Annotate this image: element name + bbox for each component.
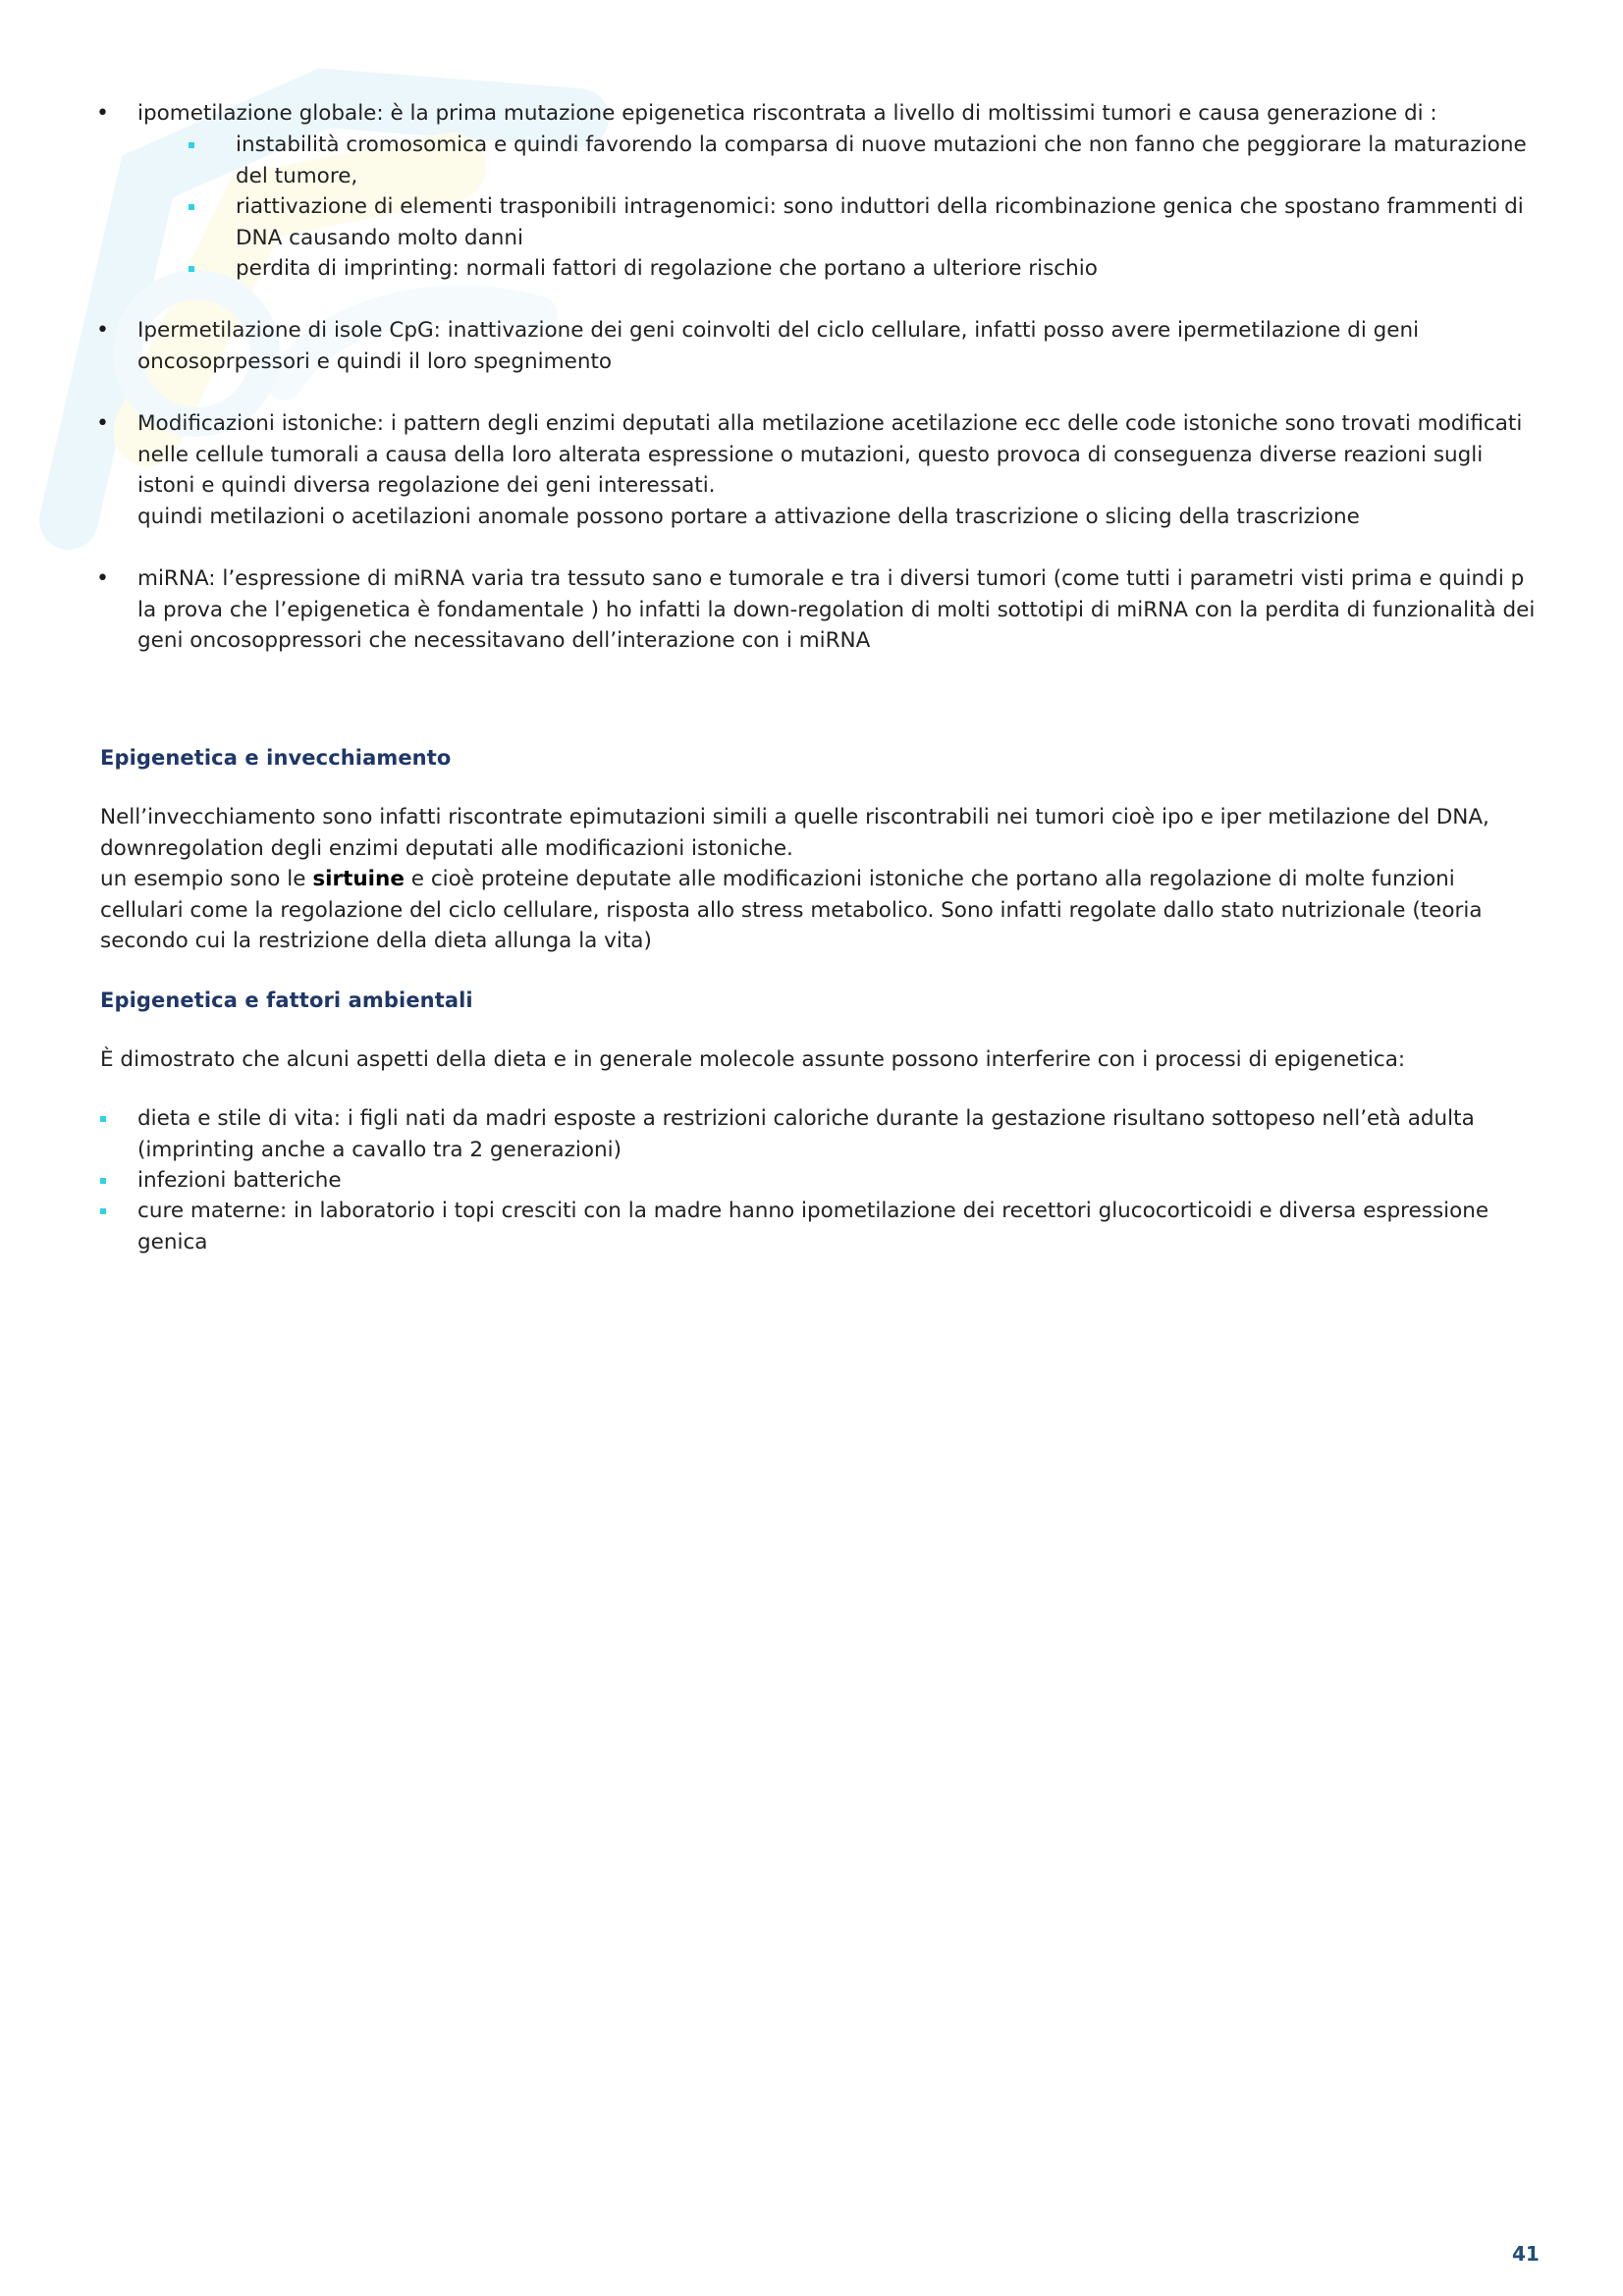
sub-item-text: instabilità cromosomica e quindi favorendo la comparsa di nuove mutazioni che non fanno che peggiorare la maturazione del tumore, [236, 133, 1527, 188]
section-heading: Epigenetica e fattori ambientali [100, 988, 473, 1012]
square-bullet-icon [189, 266, 194, 272]
bullet-text: ipometilazione globale: è la prima mutazione epigenetica riscontrata a livello di moltissimi tumori e causa generazione di : [137, 101, 1437, 126]
square-bullet-icon [189, 142, 194, 148]
square-bullet-icon [100, 1178, 106, 1184]
sub-item-text: perdita di imprinting: normali fattori di regolazione che portano a ulteriore rischio [236, 256, 1098, 281]
bullet-dot-icon [96, 98, 109, 130]
section-heading: Epigenetica e invecchiamento [100, 746, 452, 770]
paragraph: È dimostrato che alcuni aspetti della dieta e in generale molecole assunte possono interferire con i processi di epigenetica: [100, 1047, 1406, 1072]
bullet-dot-icon [96, 563, 109, 595]
list-item-text: dieta e stile di vita: i figli nati da madri esposte a restrizioni caloriche durante la gestazione risultano sottopeso nell’età adulta (imprinting anche a cavallo tra 2 generazioni) [137, 1106, 1475, 1162]
square-bullet-icon [100, 1116, 106, 1122]
bullet-text: Ipermetilazione di isole CpG: inattivazione dei geni coinvolti del ciclo cellulare, infatti posso avere ipermetilazione di geni oncosoprpessori e quindi il loro spegnimento [137, 318, 1420, 374]
sub-item-text: riattivazione di elementi trasponibili intragenomici: sono induttori della ricombinazione genica che spostano frammenti di DNA causando molto danni [236, 194, 1524, 250]
list-item-text: infezioni batteriche [137, 1168, 342, 1193]
bullet-text: miRNA: l’espressione di miRNA varia tra tessuto sano e tumorale e tra i diversi tumori (come tutti i parametri visti prima e quindi p la prova che l’epigenetica è fondamentale ) ho infatti la down-regolation di molti sottotipi di miRNA con la perdita di funzionalità dei geni oncosoppressori che necessitavano dell’interazione con i miRNA [137, 566, 1536, 653]
square-bullet-icon [189, 204, 194, 210]
square-bullet-icon [100, 1208, 106, 1214]
paragraph [100, 864, 1543, 957]
paragraph-text: e cioè proteine deputate alle modificazioni istoniche che portano alla regolazione di molte funzioni cellulari come la regolazione del ciclo cellulare, risposta allo stress metabolico. Sono infatti regolate dallo stato nutrizionale (teoria secondo cui la restrizione della dieta allunga la vita) [100, 867, 1483, 953]
paragraph: Nell’invecchiamento sono infatti riscontrate epimutazioni simili a quelle riscontrabili nei tumori cioè ipo e iper metilazione del DNA, downregolation degli enzimi deputati alle modificazioni istoniche. [100, 805, 1489, 861]
bullet-dot-icon [96, 315, 109, 347]
page-number: 41 [1512, 2242, 1540, 2266]
bullet-dot-icon [96, 408, 109, 440]
paragraph-text: un esempio sono le [100, 867, 313, 891]
list-item-text: cure materne: in laboratorio i topi cresciti con la madre hanno ipometilazione dei recettori glucocorticoidi e diversa espressione genica [137, 1199, 1489, 1255]
bold-term: sirtuine [312, 867, 405, 891]
bullet-text: Modificazioni istoniche: i pattern degli enzimi deputati alla metilazione acetilazione ecc delle code istoniche sono trovati modificati nelle cellule tumorali a causa della loro alterata espressione o mutazioni, questo provoca di conseguenza diverse reazioni sugli istoni e quindi diversa regolazione dei geni interessati. [137, 411, 1523, 498]
bullet-extra-text: quindi metilazioni o acetilazioni anomale possono portare a attivazione della trascrizione o slicing della trascrizione [137, 505, 1360, 529]
